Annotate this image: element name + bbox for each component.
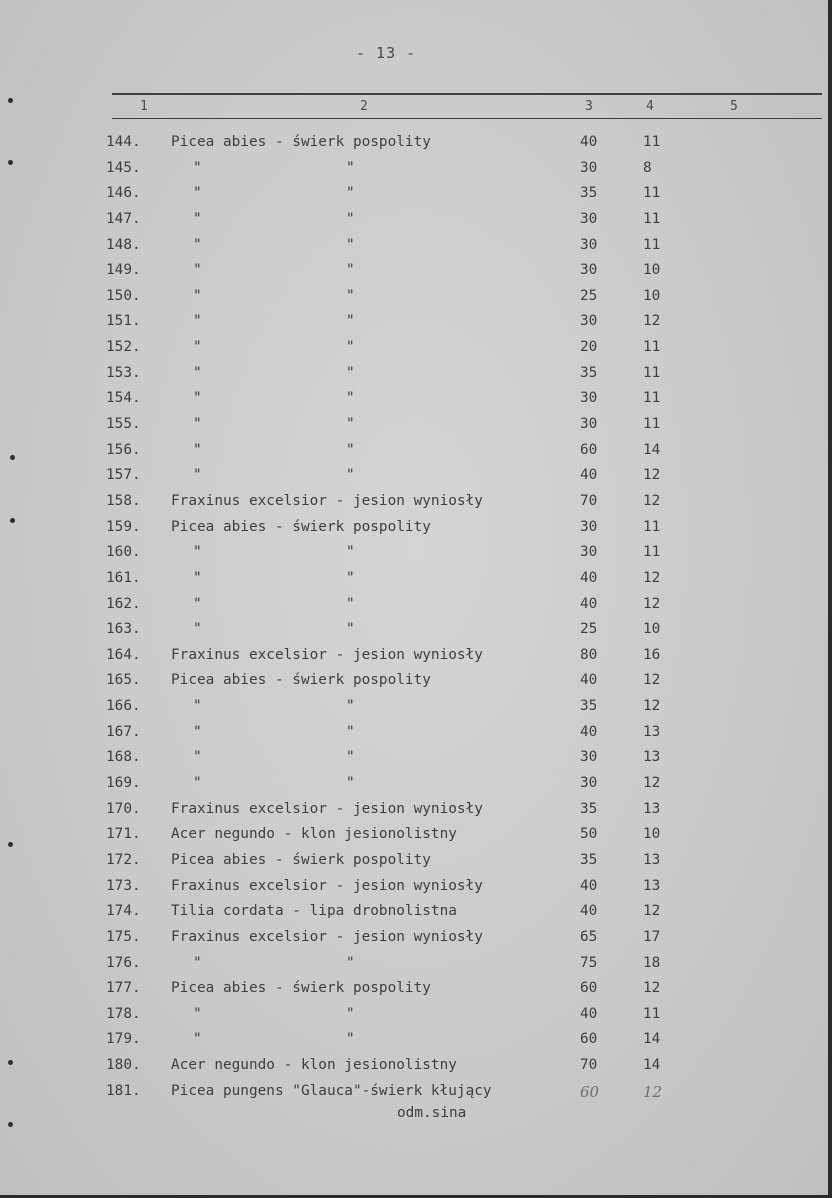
circumference-value: 40	[580, 467, 598, 484]
row-number: 166.	[106, 698, 141, 715]
row-number: 159.	[106, 518, 141, 535]
row-number: 156.	[106, 441, 141, 458]
ditto-mark: "	[346, 723, 355, 740]
table-row	[0, 876, 832, 902]
ditto-mark: "	[346, 210, 355, 227]
ditto-mark: "	[346, 313, 355, 330]
row-number: 169.	[106, 775, 141, 792]
ditto-mark: "	[193, 339, 202, 356]
circumference-value: 30	[580, 236, 598, 253]
ditto-mark: "	[193, 1005, 202, 1022]
table-row	[0, 594, 832, 620]
ditto-mark: "	[193, 262, 202, 279]
ditto-mark: "	[346, 775, 355, 792]
table-row	[0, 388, 832, 414]
row-number: 173.	[106, 877, 141, 894]
ditto-mark: "	[346, 441, 355, 458]
row-number: 150.	[106, 287, 141, 304]
ditto-mark: "	[346, 749, 355, 766]
height-value: 11	[643, 236, 661, 253]
height-value: 12	[643, 698, 661, 715]
circumference-value: 35	[580, 364, 598, 381]
height-value: 12	[643, 980, 661, 997]
species-name: Picea abies - świerk pospolity	[171, 980, 431, 997]
margin-mark	[8, 160, 13, 165]
table-row	[0, 1029, 832, 1055]
height-value: 11	[643, 416, 661, 433]
row-number: 165.	[106, 672, 141, 689]
row-number: 153.	[106, 364, 141, 381]
height-value: 10	[643, 287, 661, 304]
table-row	[0, 132, 832, 158]
species-name: Acer negundo - klon jesionolistny	[171, 826, 457, 843]
ditto-mark: "	[193, 313, 202, 330]
ditto-mark: "	[193, 621, 202, 638]
species-name: Picea pungens "Glauca"-świerk kłujący	[171, 1082, 492, 1099]
height-value: 13	[643, 749, 661, 766]
margin-mark	[8, 1060, 13, 1065]
row-number: 157.	[106, 467, 141, 484]
height-value: 10	[643, 826, 661, 843]
row-number: 160.	[106, 544, 141, 561]
table-row	[0, 209, 832, 235]
table-row	[0, 465, 832, 491]
circumference-value: 70	[580, 1057, 598, 1074]
row-number: 155.	[106, 416, 141, 433]
species-name: Fraxinus excelsior - jesion wyniosły	[171, 928, 483, 945]
row-number: 149.	[106, 262, 141, 279]
margin-mark	[8, 842, 13, 847]
circumference-value: 35	[580, 851, 598, 868]
table-row	[0, 517, 832, 543]
height-value: 12	[643, 595, 661, 612]
circumference-value: 40	[580, 134, 598, 150]
ditto-mark: "	[346, 236, 355, 253]
height-value: 12	[643, 467, 661, 484]
height-value: 11	[643, 364, 661, 381]
row-number: 146.	[106, 185, 141, 202]
row-number: 181.	[106, 1082, 141, 1099]
row-number: 152.	[106, 339, 141, 356]
height-value: 18	[643, 954, 661, 971]
table-body	[0, 132, 832, 1106]
header-col-3: 3	[585, 99, 593, 114]
table-row	[0, 235, 832, 261]
table-row	[0, 619, 832, 645]
ditto-mark: "	[346, 954, 355, 971]
height-value: 13	[643, 800, 661, 817]
height-value: 14	[643, 1057, 661, 1074]
ditto-mark: "	[193, 749, 202, 766]
species-name: Tilia cordata - lipa drobnolistna	[171, 903, 457, 920]
row-number: 151.	[106, 313, 141, 330]
ditto-mark: "	[193, 210, 202, 227]
ditto-mark: "	[346, 621, 355, 638]
height-value: 12	[643, 775, 661, 792]
table-row	[0, 311, 832, 337]
ditto-mark: "	[346, 467, 355, 484]
table-row	[0, 158, 832, 184]
circumference-value: 30	[580, 518, 598, 535]
margin-mark	[10, 518, 15, 523]
height-value: 11	[643, 1005, 661, 1022]
species-name: Acer negundo - klon jesionolistny	[171, 1057, 457, 1074]
table-row	[0, 722, 832, 748]
circumference-value: 60	[580, 441, 598, 458]
height-value: 12	[643, 313, 661, 330]
height-value: 11	[643, 134, 661, 150]
circumference-value: 30	[580, 749, 598, 766]
ditto-mark: "	[193, 775, 202, 792]
circumference-value: 30	[580, 544, 598, 561]
table-row	[0, 363, 832, 389]
row-number: 170.	[106, 800, 141, 817]
circumference-value: 20	[580, 339, 598, 356]
circumference-value: 25	[580, 621, 598, 638]
circumference-value: 35	[580, 800, 598, 817]
circumference-value: 25	[580, 287, 598, 304]
height-value: 8	[643, 159, 652, 176]
ditto-mark: "	[193, 287, 202, 304]
page-number: - 13 -	[356, 44, 417, 62]
ditto-mark: "	[346, 364, 355, 381]
circumference-value: 50	[580, 826, 598, 843]
circumference-value: 30	[580, 159, 598, 176]
header-col-2: 2	[360, 99, 368, 114]
height-value: 11	[643, 185, 661, 202]
ditto-mark: "	[346, 390, 355, 407]
table-row	[0, 696, 832, 722]
table-row	[0, 670, 832, 696]
table-row	[0, 1055, 832, 1081]
ditto-mark: "	[193, 416, 202, 433]
ditto-mark: "	[346, 544, 355, 561]
ditto-mark: "	[193, 723, 202, 740]
circumference-value: 70	[580, 492, 598, 509]
ditto-mark: "	[193, 364, 202, 381]
species-name: Fraxinus excelsior - jesion wyniosły	[171, 877, 483, 894]
ditto-mark: "	[346, 185, 355, 202]
ditto-mark: "	[346, 1005, 355, 1022]
circumference-value: 40	[580, 1005, 598, 1022]
table-row	[0, 645, 832, 671]
table-row	[0, 773, 832, 799]
table-row	[0, 260, 832, 286]
height-value: 13	[643, 877, 661, 894]
table-row	[0, 286, 832, 312]
circumference-value: 30	[580, 313, 598, 330]
height-value: 11	[643, 210, 661, 227]
height-value: 11	[643, 339, 661, 356]
table-row	[0, 414, 832, 440]
circumference-value: 65	[580, 928, 598, 945]
circumference-value: 30	[580, 262, 598, 279]
circumference-value: 60	[580, 980, 598, 997]
row-number: 154.	[106, 390, 141, 407]
circumference-value: 40	[580, 569, 598, 586]
circumference-value: 35	[580, 698, 598, 715]
table-row	[0, 440, 832, 466]
ditto-mark: "	[193, 185, 202, 202]
row-number: 167.	[106, 723, 141, 740]
table-row	[0, 953, 832, 979]
circumference-value: 75	[580, 954, 598, 971]
species-name: Picea abies - świerk pospolity	[171, 518, 431, 535]
circumference-value: 30	[580, 416, 598, 433]
row-number: 179.	[106, 1031, 141, 1048]
row-number: 144.	[106, 134, 141, 150]
height-value: 14	[643, 441, 661, 458]
species-name: Picea abies - świerk pospolity	[171, 851, 431, 868]
ditto-mark: "	[193, 390, 202, 407]
ditto-mark: "	[193, 159, 202, 176]
height-value: 12	[643, 1082, 663, 1101]
circumference-value: 35	[580, 185, 598, 202]
height-value: 13	[643, 723, 661, 740]
table-row	[0, 850, 832, 876]
header-col-5: 5	[730, 99, 738, 114]
ditto-mark: "	[346, 1031, 355, 1048]
circumference-value: 40	[580, 877, 598, 894]
ditto-mark: "	[346, 569, 355, 586]
table-row	[0, 901, 832, 927]
row-number: 171.	[106, 826, 141, 843]
table-row	[0, 491, 832, 517]
row-number: 145.	[106, 159, 141, 176]
ditto-mark: "	[346, 262, 355, 279]
species-name: Fraxinus excelsior - jesion wyniosły	[171, 646, 483, 663]
table-row	[0, 542, 832, 568]
ditto-mark: "	[346, 416, 355, 433]
row-number: 162.	[106, 595, 141, 612]
ditto-mark: "	[193, 595, 202, 612]
row-number: 158.	[106, 492, 141, 509]
height-value: 13	[643, 851, 661, 868]
height-value: 14	[643, 1031, 661, 1048]
row-number: 147.	[106, 210, 141, 227]
ditto-mark: "	[193, 1031, 202, 1048]
row-number: 177.	[106, 980, 141, 997]
ditto-mark: "	[193, 236, 202, 253]
row-number: 174.	[106, 903, 141, 920]
table-row	[0, 183, 832, 209]
ditto-mark: "	[193, 467, 202, 484]
height-value: 10	[643, 262, 661, 279]
row-number: 175.	[106, 928, 141, 945]
height-value: 12	[643, 672, 661, 689]
circumference-value: 30	[580, 775, 598, 792]
margin-mark	[10, 455, 15, 460]
table-header-rule	[112, 118, 822, 119]
circumference-value: 80	[580, 646, 598, 663]
ditto-mark: "	[193, 544, 202, 561]
ditto-mark: "	[346, 159, 355, 176]
table-row	[0, 927, 832, 953]
table-row	[0, 824, 832, 850]
ditto-mark: "	[346, 595, 355, 612]
row-number: 176.	[106, 954, 141, 971]
height-value: 12	[643, 569, 661, 586]
height-value: 12	[643, 492, 661, 509]
circumference-value: 60	[580, 1082, 600, 1101]
header-col-4: 4	[646, 99, 654, 114]
height-value: 16	[643, 646, 661, 663]
row-number: 180.	[106, 1057, 141, 1074]
table-row	[0, 1004, 832, 1030]
header-col-1: 1	[140, 99, 148, 114]
row-number: 172.	[106, 851, 141, 868]
table-row	[0, 1081, 832, 1107]
circumference-value: 60	[580, 1031, 598, 1048]
circumference-value: 30	[580, 390, 598, 407]
species-name: Picea abies - świerk pospolity	[171, 134, 431, 150]
species-name: Fraxinus excelsior - jesion wyniosły	[171, 800, 483, 817]
ditto-mark: "	[346, 698, 355, 715]
circumference-value: 40	[580, 595, 598, 612]
ditto-mark: "	[193, 569, 202, 586]
circumference-value: 30	[580, 210, 598, 227]
ditto-mark: "	[346, 287, 355, 304]
table-row	[0, 747, 832, 773]
height-value: 11	[643, 390, 661, 407]
ditto-mark: "	[193, 441, 202, 458]
row-number: 148.	[106, 236, 141, 253]
height-value: 10	[643, 621, 661, 638]
table-row	[0, 978, 832, 1004]
row-number: 178.	[106, 1005, 141, 1022]
row-number: 168.	[106, 749, 141, 766]
row-number: 161.	[106, 569, 141, 586]
height-value: 11	[643, 544, 661, 561]
circumference-value: 40	[580, 723, 598, 740]
species-name: Picea abies - świerk pospolity	[171, 672, 431, 689]
height-value: 12	[643, 903, 661, 920]
table-top-rule	[112, 93, 822, 95]
row-181-subline: odm.sina	[397, 1105, 467, 1121]
ditto-mark: "	[346, 339, 355, 356]
table-row	[0, 799, 832, 825]
row-number: 163.	[106, 621, 141, 638]
height-value: 17	[643, 928, 661, 945]
table-row	[0, 337, 832, 363]
ditto-mark: "	[193, 954, 202, 971]
height-value: 11	[643, 518, 661, 535]
species-name: Fraxinus excelsior - jesion wyniosły	[171, 492, 483, 509]
circumference-value: 40	[580, 903, 598, 920]
margin-mark	[8, 1122, 13, 1127]
margin-mark	[8, 98, 13, 103]
ditto-mark: "	[193, 698, 202, 715]
row-number: 164.	[106, 646, 141, 663]
table-row	[0, 568, 832, 594]
circumference-value: 40	[580, 672, 598, 689]
